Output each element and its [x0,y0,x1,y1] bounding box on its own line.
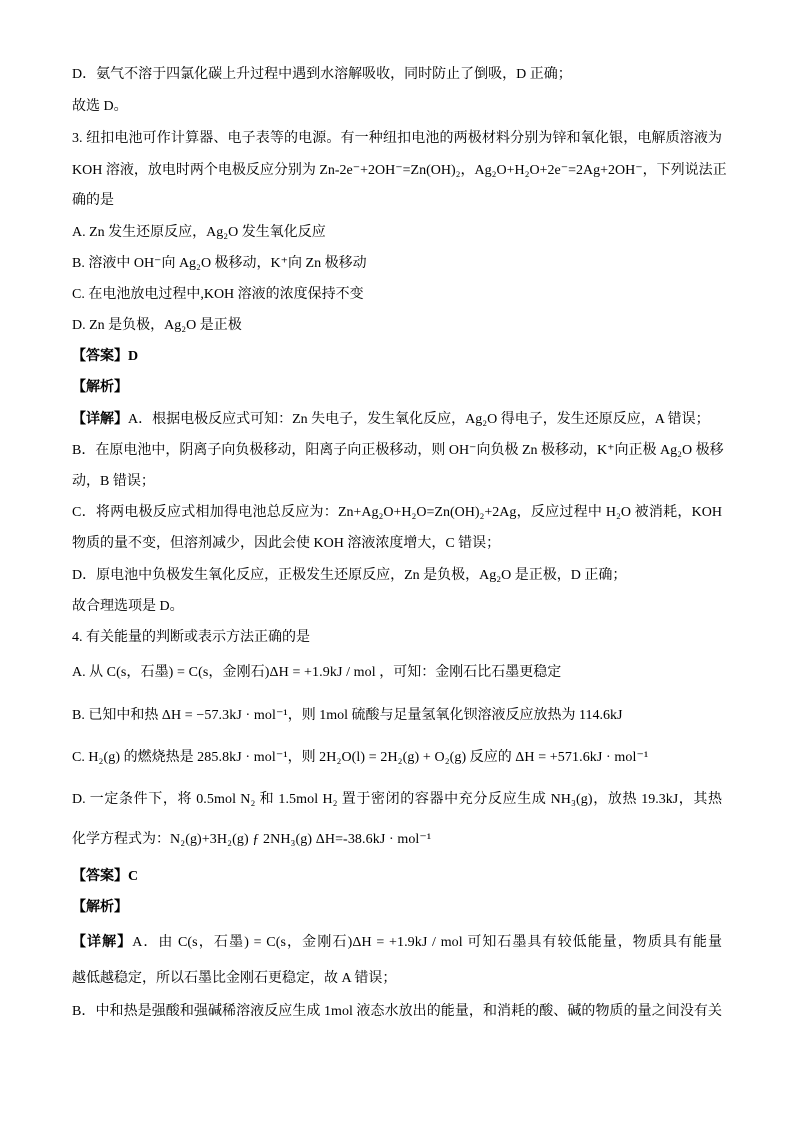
option-c: C. 在电池放电过程中,KOH 溶液的浓度保持不变 [72,287,364,302]
option-formula: NH₃(g) [550,792,593,807]
option-formula: C(s，石墨) = C(s，金刚石)ΔH = +1.9kJ / mol [106,665,376,680]
question-stem: 4. 有关能量的判断或表示方法正确的是 [72,630,310,645]
detail-text: A．根据电极反应式可知：Zn 失电子，发生氧化反应，Ag₂O 得电子，发生还原反应，A 错误； [128,412,710,427]
analysis-label: 【解析】 [72,900,128,915]
detail-line: 动，B 错误； [72,474,155,489]
option-formula: ΔH = +571.6kJ · mol⁻¹ [515,750,649,765]
detail-line: B．中和热是强酸和强碱稀溶液反应生成 1mol 液态水放出的能量，和消耗的酸、碱的物质的量之间没有关 [72,1004,722,1019]
answer-line [72,346,722,368]
answer-label: 【答案】 [72,869,128,884]
detail-line [72,932,722,954]
detail-line: 物质的量不变，但溶剂减少，因此会使 KOH 溶液浓度增大，C 错误； [72,536,501,551]
detail-text: 可知石墨具有较低能量，物质具有能量 [462,935,723,950]
question-stem-line: 3. 纽扣电池可作计算器、电子表等的电源。有一种纽扣电池的两极材料分别为锌和氧化银，电解质溶液为 [72,131,722,146]
option-a: A. Zn 发生还原反应，Ag₂O 发生氧化反应 [72,225,326,240]
option-formula: 1.5mol H₂ [278,792,338,807]
detail-line: D．原电池中负极发生氧化反应，正极发生还原反应，Zn 是负极，Ag₂O 是正极，D 正确； [72,568,627,583]
option-a [72,662,722,684]
answer-value: C [128,869,139,884]
option-text: A. 从 [72,665,107,680]
answer-value: D [128,349,139,364]
option-formula: 285.8kJ · mol⁻¹ [197,750,288,765]
option-d-explanation: D．氨气不溶于四氯化碳上升过程中遇到水溶解吸收，同时防止了倒吸，D 正确； [72,67,572,82]
option-formula: 2H₂O(l) = 2H₂(g) + O₂(g) [319,750,467,765]
option-b: B. 溶液中 OH⁻向 Ag₂O 极移动，K⁺向 Zn 极移动 [72,256,367,271]
option-text: 置于密闭的容器中充分反应生成 [337,792,551,807]
option-d [72,789,722,811]
question-stem-line: KOH 溶液，放电时两个电极反应分别为 Zn-2e⁻+2OH⁻=Zn(OH)₂，Ag₂O+H₂O+2e⁻=2Ag+2OH⁻，下列说法正 [72,163,727,178]
option-text: ，放热 19.3kJ，其热 [592,792,722,807]
answer-label: 【答案】 [72,349,128,364]
option-formula: H₂(g) [88,750,121,765]
analysis-label: 【解析】 [72,380,128,395]
detail-line: 故合理选项是 D。 [72,599,184,614]
option-text: 化学方程式为： [72,832,170,847]
option-text: 反应的 [466,750,516,765]
detail-line [72,409,722,431]
option-text: ，则 [287,750,320,765]
option-text: B. 已知中和热 [72,708,162,723]
detail-line: C．将两电极反应式相加得电池总反应为：Zn+Ag₂O+H₂O=Zn(OH)₂+2Ag，反应过程中 H₂O 被消耗，KOH [72,505,722,520]
conclusion: 故选 D。 [72,99,128,114]
option-text: D. 一定条件下，将 [72,792,197,807]
question-stem-line: 确的是 [72,193,114,208]
answer-line [72,866,722,888]
option-text: 和 [255,792,279,807]
detail-label: 【详解】 [72,935,133,950]
detail-text: A．由 [132,935,178,950]
option-formula: ΔH = −57.3kJ · mol⁻¹ [161,708,288,723]
option-d: D. Zn 是负极，Ag₂O 是正极 [72,318,242,333]
option-text: ，则 1mol 硫酸与足量氢氧化钡溶液反应放热为 114.6kJ [287,708,623,723]
option-formula: N₂(g)+3H₂(g) ƒ 2NH₃(g) ΔH=-38.6kJ · mol⁻¹ [170,832,432,847]
detail-formula: C(s，石墨) = C(s，金刚石)ΔH = +1.9kJ / mol [177,935,463,950]
option-d-continued [72,829,722,851]
option-text: ，可知：金刚石比石墨更稳定 [375,665,562,680]
detail-line: 越低越稳定，所以石墨比金刚石更稳定，故 A 错误； [72,971,397,986]
option-c [72,747,722,769]
option-text: 的燃烧热是 [120,750,198,765]
option-b [72,705,722,727]
detail-line: B．在原电池中，阴离子向负极移动，阳离子向正极移动，则 OH⁻向负极 Zn 极移动，K⁺向正极 Ag₂O 极移 [72,443,724,458]
option-text: C. [72,750,89,765]
detail-label: 【详解】 [72,412,128,427]
option-formula: 0.5mol N₂ [196,792,256,807]
